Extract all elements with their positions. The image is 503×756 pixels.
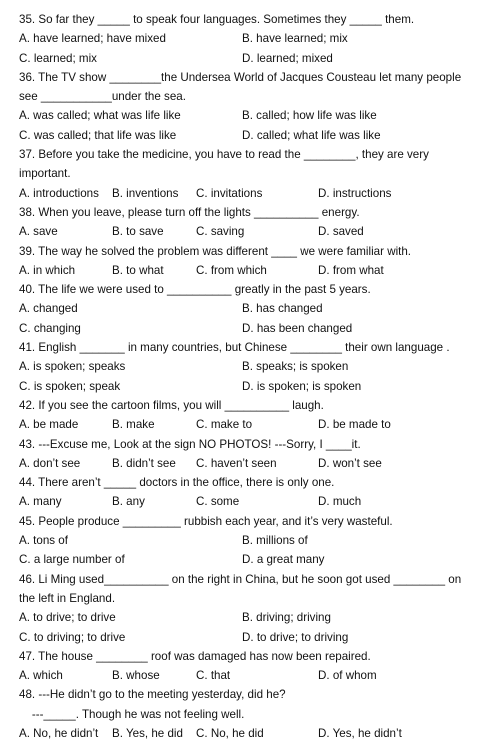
option-b: B. have learned; mix bbox=[242, 32, 348, 46]
option-d: D. of whom bbox=[318, 669, 377, 683]
question-44 bbox=[19, 473, 503, 512]
option-d: D. learned; mixed bbox=[242, 51, 333, 65]
option-c: C. some bbox=[196, 495, 240, 509]
option-a: A. which bbox=[19, 669, 63, 683]
question-stem: 42. If you see the cartoon films, you will __________ laugh. bbox=[19, 398, 324, 412]
question-stem: 40. The life we were used to __________ greatly in the past 5 years. bbox=[19, 283, 371, 297]
option-a: A. changed bbox=[19, 302, 78, 316]
option-b: B. to what bbox=[112, 263, 164, 277]
option-a: A. is spoken; speaks bbox=[19, 360, 126, 374]
option-row bbox=[19, 357, 503, 376]
question-stem: 48. ---He didn’t go to the meeting yesterday, did he? bbox=[19, 688, 286, 702]
option-row bbox=[19, 608, 503, 627]
question-45 bbox=[19, 512, 503, 570]
option-b: B. has changed bbox=[242, 302, 323, 316]
option-a: A. introductions bbox=[19, 186, 99, 200]
question-stem: 43. ---Excuse me, Look at the sign NO PHOTOS! ---Sorry, I ____it. bbox=[19, 437, 361, 451]
option-c: C. invitations bbox=[196, 186, 263, 200]
question-42 bbox=[19, 396, 503, 435]
option-d: D. from what bbox=[318, 263, 384, 277]
option-a: A. have learned; have mixed bbox=[19, 32, 166, 46]
option-b: B. to save bbox=[112, 225, 164, 239]
question-stem-continued: see ___________under the sea. bbox=[19, 90, 186, 104]
question-stem: 44. There aren’t _____ doctors in the office, there is only one. bbox=[19, 476, 335, 490]
question-stem: 47. The house ________ roof was damaged has now been repaired. bbox=[19, 649, 371, 663]
option-row bbox=[19, 628, 503, 647]
option-a: A. tons of bbox=[19, 534, 68, 548]
option-row bbox=[19, 49, 503, 68]
question-stem-continued: ---_____. Though he was not feeling well. bbox=[19, 707, 245, 721]
option-b: B. millions of bbox=[242, 534, 308, 548]
option-row bbox=[19, 531, 503, 550]
option-row bbox=[19, 299, 503, 318]
option-row bbox=[19, 184, 503, 203]
option-b: B. called; how life was like bbox=[242, 109, 377, 123]
option-a: A. to drive; to drive bbox=[19, 611, 116, 625]
option-d: D. much bbox=[318, 495, 362, 509]
option-a: A. be made bbox=[19, 418, 79, 432]
option-row bbox=[19, 126, 503, 145]
option-b: B. Yes, he did bbox=[112, 726, 183, 740]
question-stem: 46. Li Ming used__________ on the right in China, but he soon got used ________ on bbox=[19, 572, 462, 586]
question-39 bbox=[19, 242, 503, 281]
option-c: C. was called; that life was like bbox=[19, 128, 177, 142]
option-c: C. from which bbox=[196, 263, 267, 277]
option-row bbox=[19, 222, 503, 241]
option-a: A. save bbox=[19, 225, 58, 239]
option-d: D. has been changed bbox=[242, 321, 353, 335]
option-b: B. whose bbox=[112, 669, 160, 683]
question-stem: 45. People produce _________ rubbish each year, and it’s very wasteful. bbox=[19, 514, 393, 528]
option-row bbox=[19, 319, 503, 338]
option-c: C. a large number of bbox=[19, 553, 125, 567]
option-row bbox=[19, 377, 503, 396]
question-stem: 38. When you leave, please turn off the lights __________ energy. bbox=[19, 205, 360, 219]
option-row bbox=[19, 261, 503, 280]
option-d: D. Yes, he didn’t bbox=[318, 726, 402, 740]
option-d: D. is spoken; is spoken bbox=[242, 379, 362, 393]
question-37 bbox=[19, 145, 503, 203]
question-35 bbox=[19, 10, 503, 68]
option-a: A. was called; what was life like bbox=[19, 109, 181, 123]
option-a: A. No, he didn’t bbox=[19, 726, 99, 740]
option-row bbox=[19, 492, 503, 511]
option-c: C. learned; mix bbox=[19, 51, 97, 65]
option-c: C. make to bbox=[196, 418, 253, 432]
question-stem: 36. The TV show ________the Undersea World of Jacques Cousteau let many people bbox=[19, 70, 462, 84]
question-stem: 37. Before you take the medicine, you have to read the ________, they are very bbox=[19, 148, 429, 162]
option-c: C. that bbox=[196, 669, 231, 683]
option-a: A. in which bbox=[19, 263, 76, 277]
option-row bbox=[19, 724, 503, 743]
option-b: B. any bbox=[112, 495, 145, 509]
option-row bbox=[19, 666, 503, 685]
option-row bbox=[19, 550, 503, 569]
option-row bbox=[19, 415, 503, 434]
option-b: B. speaks; is spoken bbox=[242, 360, 349, 374]
option-d: D. be made to bbox=[318, 418, 391, 432]
question-43 bbox=[19, 435, 503, 474]
option-row bbox=[19, 106, 503, 125]
option-d: D. to drive; to driving bbox=[242, 630, 349, 644]
option-d: D. called; what life was like bbox=[242, 128, 381, 142]
option-a: A. don’t see bbox=[19, 456, 81, 470]
option-d: D. won’t see bbox=[318, 456, 382, 470]
option-c: C. No, he did bbox=[196, 726, 264, 740]
option-row bbox=[19, 454, 503, 473]
question-stem: 39. The way he solved the problem was different ____ we were familiar with. bbox=[19, 244, 412, 258]
question-41 bbox=[19, 338, 503, 396]
option-b: B. inventions bbox=[112, 186, 179, 200]
question-48 bbox=[19, 685, 503, 743]
question-40 bbox=[19, 280, 503, 338]
option-b: B. make bbox=[112, 418, 155, 432]
question-38 bbox=[19, 203, 503, 242]
option-d: D. saved bbox=[318, 225, 364, 239]
question-36 bbox=[19, 68, 503, 145]
option-c: C. is spoken; speak bbox=[19, 379, 121, 393]
option-d: D. instructions bbox=[318, 186, 392, 200]
option-b: B. driving; driving bbox=[242, 611, 331, 625]
option-c: C. saving bbox=[196, 225, 245, 239]
option-c: C. changing bbox=[19, 321, 81, 335]
question-47 bbox=[19, 647, 503, 686]
question-stem: 35. So far they _____ to speak four languages. Sometimes they _____ them. bbox=[19, 13, 415, 26]
option-c: C. haven’t seen bbox=[196, 456, 277, 470]
option-row bbox=[19, 29, 503, 48]
option-b: B. didn’t see bbox=[112, 456, 176, 470]
option-c: C. to driving; to drive bbox=[19, 630, 126, 644]
option-a: A. many bbox=[19, 495, 62, 509]
question-stem-continued: important. bbox=[19, 167, 71, 181]
question-46 bbox=[19, 570, 503, 647]
option-d: D. a great many bbox=[242, 553, 325, 567]
question-stem: 41. English _______ in many countries, but Chinese ________ their own language . bbox=[19, 341, 450, 355]
question-stem-continued: the left in England. bbox=[19, 591, 116, 605]
